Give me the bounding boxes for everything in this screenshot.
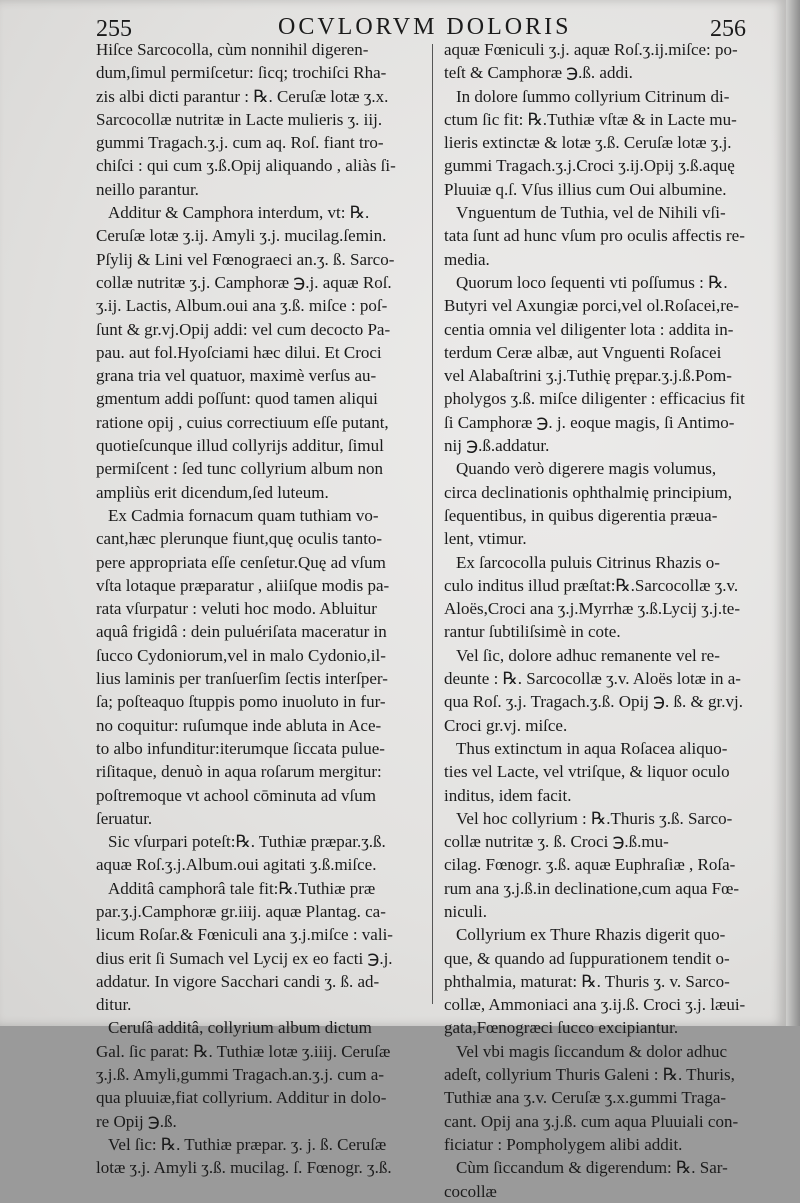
text-line: collæ, Ammoniaci ana ʒ.ij.ß. Croci ʒ.j. læui- xyxy=(444,995,746,1015)
text-line: Sarcocollæ nutritæ in Lacte mulieris ʒ. iij. xyxy=(96,109,383,129)
text-line: Vnguentum de Tuthia, vel de Nihili vſi- xyxy=(456,203,726,223)
text-line: pere appropriata eſſe cenſetur.Quę ad vſum xyxy=(96,552,386,572)
text-line: terdum Ceræ albæ, aut Vnguenti Roſacei xyxy=(444,342,722,362)
text-line: ſeruatur. xyxy=(96,808,153,828)
text-line: inditus, idem facit. xyxy=(444,785,572,805)
text-line: ctum ſic fit: ℞.Tuthiæ vſtæ & in Lacte mu- xyxy=(444,109,737,129)
text-line: lieris extinctæ & lotæ ʒ.ß. Ceruſæ lotæ ʒ.j. xyxy=(444,133,732,153)
text-line: niculi. xyxy=(444,901,487,921)
text-line: ʒ.ij. Lactis, Album.oui ana ʒ.ß. miſce : poſ- xyxy=(96,296,388,316)
text-line: qua pluuiæ,fiat collyrium. Additur in dolo- xyxy=(96,1088,387,1108)
text-line: adeſt, collyrium Thuris Galeni : ℞. Thuris, xyxy=(444,1065,735,1085)
text-line: Thus extinctum in aqua Roſacea aliquo- xyxy=(456,738,728,758)
text-line: aquæ Roſ.ʒ.j.Album.oui agitati ʒ.ß.miſce. xyxy=(96,855,377,875)
text-line: culo inditus illud præſtat:℞.Sarcocollæ ʒ.v. xyxy=(444,575,739,595)
text-line: ſequentibus, in quibus digerentia præua- xyxy=(444,505,718,525)
text-line: Aloës,Croci ana ʒ.j.Myrrhæ ʒ.ß.Lycij ʒ.j.te- xyxy=(444,599,740,619)
text-line: aquæ Fœniculi ʒ.j. aquæ Roſ.ʒ.ij.miſce: po- xyxy=(444,40,738,59)
text-line: Pluuiæ q.ſ. Vſus illius cum Oui albumine. xyxy=(444,179,727,199)
text-line: ratione opij , cuius correctiuum eſſe putant, xyxy=(96,412,389,432)
text-line: Cùm ſiccandum & digerendum: ℞. Sar- xyxy=(456,1158,728,1178)
text-line: Collyrium ex Thure Rhazis digerit quo- xyxy=(456,925,726,945)
text-line: permiſcent : ſed tunc collyrium album non xyxy=(96,459,384,479)
text-line: cant,hæc plerunque fiunt,quę oculis tanto- xyxy=(96,529,383,549)
text-line: cant. Opij ana ʒ.j.ß. cum aqua Pluuiali con- xyxy=(444,1111,739,1131)
column-divider xyxy=(432,44,433,1004)
text-line: lent, vtimur. xyxy=(444,529,527,549)
text-line: gmentum addi poſſunt: quod tamen aliqui xyxy=(96,389,378,409)
text-line: ditur. xyxy=(96,995,132,1015)
text-line: pholygos ʒ.ß. miſce diligenter : efficacius fit xyxy=(444,389,745,409)
page-number-left: 255 xyxy=(96,16,132,42)
text-line: Quorum loco ſequenti vti poſſumus : ℞. xyxy=(456,272,728,292)
text-line: riſitaque, denuò in aqua roſarum mergitur: xyxy=(96,762,382,782)
text-line: cilag. Fœnogr. ʒ.ß. aquæ Euphraſiæ , Roſa- xyxy=(444,855,736,875)
text-line: re Opij ℈.ß. xyxy=(96,1111,177,1131)
text-line: Ex Cadmia fornacum quam tuthiam vo- xyxy=(108,505,379,525)
page-edge-shadow xyxy=(786,0,800,1026)
text-line: Tuthiæ ana ʒ.v. Ceruſæ ʒ.x.gummi Traga- xyxy=(444,1088,727,1108)
text-line: no coquitur: ruſumque inde abluta in Ace- xyxy=(96,715,382,735)
text-line: ſi Camphoræ ℈. j. eoque magis, ſi Antimo- xyxy=(444,412,735,432)
text-line: gummi Tragach.ʒ.j. cum aq. Roſ. fiant tro- xyxy=(96,133,384,153)
text-line: par.ʒ.j.Camphoræ gr.iiij. aquæ Plantag. ca- xyxy=(96,901,386,921)
text-line: aquâ frigidâ : dein puluériſata maceratur in xyxy=(96,622,387,642)
text-line: teſt & Camphoræ ℈.ß. addi. xyxy=(444,63,633,83)
text-line: poſtremoque vt achool cōminuta ad vſum xyxy=(96,785,376,805)
text-line: licum Roſar.& Fœniculi ana ʒ.j.miſce : vali- xyxy=(96,925,393,945)
text-line: gummi Tragach.ʒ.j.Croci ʒ.ij.Opij ʒ.ß.aquę xyxy=(444,156,735,176)
text-line: Vel ſic: ℞. Tuthiæ præpar. ʒ. j. ß. Ceruſæ xyxy=(108,1134,387,1154)
left-text-column xyxy=(96,38,422,1180)
right-text-column xyxy=(444,38,770,1203)
text-line: circa declinationis ophthalmię principium, xyxy=(444,482,732,502)
text-line: Additâ camphorâ tale fit:℞.Tuthiæ præ xyxy=(108,878,376,898)
text-line: Ceruſæ lotæ ʒ.ij. Amyli ʒ.j. mucilag.ſemin. xyxy=(96,226,387,246)
text-line: collæ nutritæ ʒ. ß. Croci ℈.ß.mu- xyxy=(444,832,669,852)
text-line: ties vel Lacte, vel vtriſque, & liquor oculo xyxy=(444,762,730,782)
text-line: Ceruſâ additâ, collyrium album dictum xyxy=(108,1018,372,1038)
text-line: Vel ſic, dolore adhuc remanente vel re- xyxy=(456,645,720,665)
text-line: chiſci : qui cum ʒ.ß.Opij aliquando , aliàs ſi- xyxy=(96,156,396,176)
text-line: Gal. ſic parat: ℞. Tuthiæ lotæ ʒ.iiij. Ceruſæ xyxy=(96,1041,391,1061)
text-line: dum,ſimul permiſcetur: ſicq; trochiſci Rha- xyxy=(96,63,387,83)
running-title: OCVLORVM DOLORIS xyxy=(278,14,572,40)
text-line: dius erit ſi Sumach vel Lycij ex eo facti ℈.j. xyxy=(96,948,393,968)
text-line: lius laminis per tranſuerſim ſectis interſper- xyxy=(96,669,388,689)
text-line: que, & quando ad ſuppurationem tendit o- xyxy=(444,948,730,968)
text-line: ampliùs erit dicendum,ſed luteum. xyxy=(96,482,329,502)
text-line: neillo parantur. xyxy=(96,179,199,199)
text-line: centia omnia vel diligenter lota : addita in- xyxy=(444,319,734,339)
text-line: Vel vbi magis ſiccandum & dolor adhuc xyxy=(456,1041,727,1061)
text-line: quotieſcunque illud collyrijs additur, ſimul xyxy=(96,436,384,456)
text-line: ficiatur : Pompholygem alibi addit. xyxy=(444,1134,683,1154)
text-line: addatur. In vigore Sacchari candi ʒ. ß. ad- xyxy=(96,971,380,991)
text-line: qua Roſ. ʒ.j. Tragach.ʒ.ß. Opij ℈. ß. & gr.vj. xyxy=(444,692,743,712)
text-line: media. xyxy=(444,249,490,269)
text-line: cocollæ xyxy=(444,1181,497,1201)
text-line: ſa; poſteaquo ſtuppis pomo inuoluto in fur- xyxy=(96,692,386,712)
page-number-right: 256 xyxy=(710,16,746,42)
text-line: zis albi dicti parantur : ℞. Ceruſæ lotæ ʒ.x. xyxy=(96,86,389,106)
text-line: Quando verò digerere magis volumus, xyxy=(456,459,717,479)
text-line: Vel hoc collyrium : ℞.Thuris ʒ.ß. Sarco- xyxy=(456,808,733,828)
text-line: pau. aut fol.Hyoſciami hæc dilui. Et Croci xyxy=(96,342,382,362)
text-line: Ex ſarcocolla puluis Citrinus Rhazis o- xyxy=(456,552,720,572)
text-line: Croci gr.vj. miſce. xyxy=(444,715,568,735)
text-line: lotæ ʒ.j. Amyli ʒ.ß. mucilag. ſ. Fœnogr. ʒ.ß. xyxy=(96,1158,392,1178)
text-line: vſta lotaque præparatur , aliiſque modis pa- xyxy=(96,575,390,595)
text-line: Pſylij & Lini vel Fœnograeci an.ʒ. ß. Sarco- xyxy=(96,249,395,269)
text-line: collæ nutritæ ʒ.j. Camphoræ ℈.j. aquæ Roſ. xyxy=(96,272,392,292)
text-line: Additur & Camphora interdum, vt: ℞. xyxy=(108,203,370,223)
text-line: Sic vſurpari poteſt:℞. Tuthiæ præpar.ʒ.ß. xyxy=(108,832,386,852)
text-line: phthalmia, maturat: ℞. Thuris ʒ. v. Sarco- xyxy=(444,971,730,991)
text-line: gata,Fœnogræci ſucco excipiantur. xyxy=(444,1018,679,1038)
text-line: nij ℈.ß.addatur. xyxy=(444,436,550,456)
text-line: ʒ.j.ß. Amyli,gummi Tragach.an.ʒ.j. cum a- xyxy=(96,1065,385,1085)
text-line: Butyri vel Axungiæ porci,vel ol.Roſacei,re- xyxy=(444,296,740,316)
text-line: to albo infunditur:iterumque ſiccata pulue- xyxy=(96,738,385,758)
text-line: deunte : ℞. Sarcocollæ ʒ.v. Aloës lotæ in a- xyxy=(444,669,741,689)
text-line: tata ſunt ad hunc vſum pro oculis affectis re- xyxy=(444,226,745,246)
text-line: grana tria vel quatuor, maximè verſus au- xyxy=(96,366,377,386)
text-line: ſunt & gr.vj.Opij addi: vel cum decocto Pa- xyxy=(96,319,391,339)
text-line: vel Alabaſtrini ʒ.j.Tuthię prępar.ʒ.j.ß.Pom- xyxy=(444,366,732,386)
text-line: rum ana ʒ.j.ß.in declinatione,cum aqua Fœ- xyxy=(444,878,740,898)
text-line: In dolore ſummo collyrium Citrinum di- xyxy=(456,86,730,106)
text-line: rata vſurpatur : veluti hoc modo. Abluitur xyxy=(96,599,377,619)
text-line: ſucco Cydoniorum,vel in malo Cydonio,il- xyxy=(96,645,386,665)
text-line: rantur ſubtiliſsimè in cote. xyxy=(444,622,621,642)
text-line: Hiſce Sarcocolla, cùm nonnihil digeren- xyxy=(96,40,369,59)
